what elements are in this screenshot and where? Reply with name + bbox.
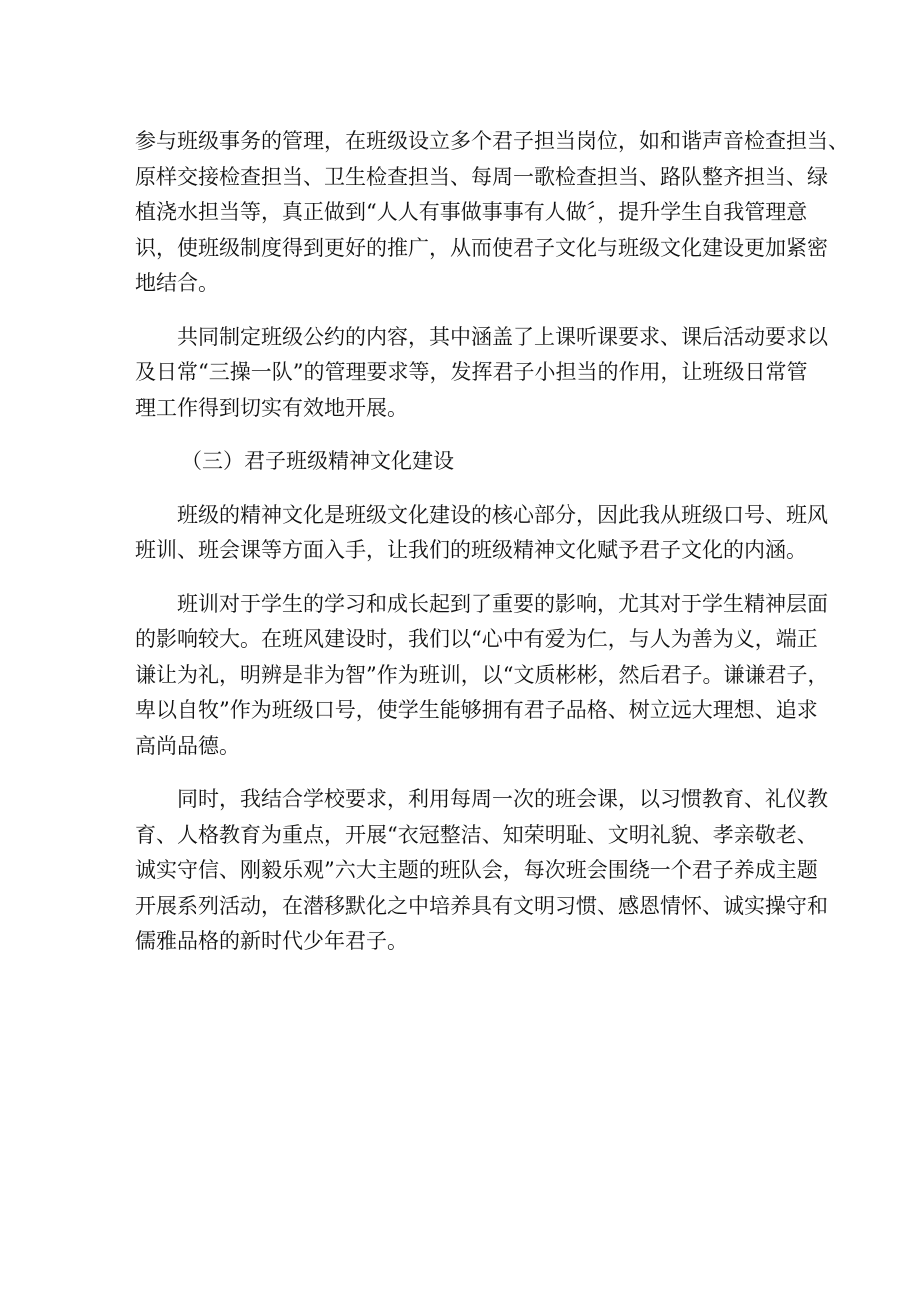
paragraph-line: 卑以自牧”作为班级口号，使学生能够拥有君子品格、树立远大理想、追求 [135,698,818,722]
paragraph-line: 的影响较大。在班风建设时，我们以“心中有爱为仁，与人为善为义，端正 [135,627,818,651]
paragraph-1 [135,124,849,302]
paragraph-line: 诚实守信、刚毅乐观”六大主题的班队会，每次班会围绕一个君子养成主题 [135,858,818,882]
paragraph-line: 共同制定班级公约的内容，其中涵盖了上课听课要求、课后活动要求以 [177,324,828,349]
paragraph-line: 同时，我结合学校要求，利用每周一次的班会课，以习惯教育、礼仪教 [177,787,828,811]
paragraph-line: 及日常“三操一队”的管理要求等，发挥君子小担当的作用，让班级日常管 [135,360,808,384]
paragraph-2 [135,320,828,427]
paragraph-line: 儒雅品格的新时代少年君子。 [135,929,408,953]
paragraph-line: 原样交接检查担当、卫生检查担当、每周一歌检查担当、路队整齐担当、绿 [135,164,828,189]
paragraph-line: 谦让为礼，明辨是非为智”作为班训，以“文质彬彬，然后君子。谦谦君子， [135,662,829,687]
paragraph-line: 班训、班会课等方面入手，让我们的班级精神文化赋予君子文化的内涵。 [135,538,807,562]
paragraph-line: 开展系列活动，在潜移默化之中培养具有文明习惯、感恩情怀、诚实操守和 [135,893,828,918]
paragraph-line: 班级的精神文化是班级文化建设的核心部分，因此我从班级口号、班风 [177,502,828,527]
paragraph-4 [135,587,829,765]
section-heading: （三）君子班级精神文化建设 [181,449,454,473]
paragraph-line: 参与班级事务的管理，在班级设立多个君子担当岗位，如和谐声音检查担当、 [135,129,849,153]
paragraph-line: 育、人格教育为重点，开展“衣冠整洁、知荣明耻、文明礼貌、孝亲敬老、 [135,822,818,847]
document-body [135,124,849,978]
paragraph-5 [135,782,828,960]
paragraph-3 [135,498,828,569]
paragraph-line: 植浇水担当等，真正做到“人人有事做事事有人做〞，提升学生自我管理意 [135,200,808,224]
paragraph-line: 高尚品德。 [135,733,240,758]
paragraph-line: 班训对于学生的学习和成长起到了重要的影响，尤其对于学生精神层面 [177,591,828,616]
paragraph-line: 理工作得到切实有效地开展。 [135,395,408,420]
paragraph-line: 地结合。 [135,271,219,295]
paragraph-line: 识，使班级制度得到更好的推广，从而使君子文化与班级文化建设更加紧密 [135,235,828,260]
